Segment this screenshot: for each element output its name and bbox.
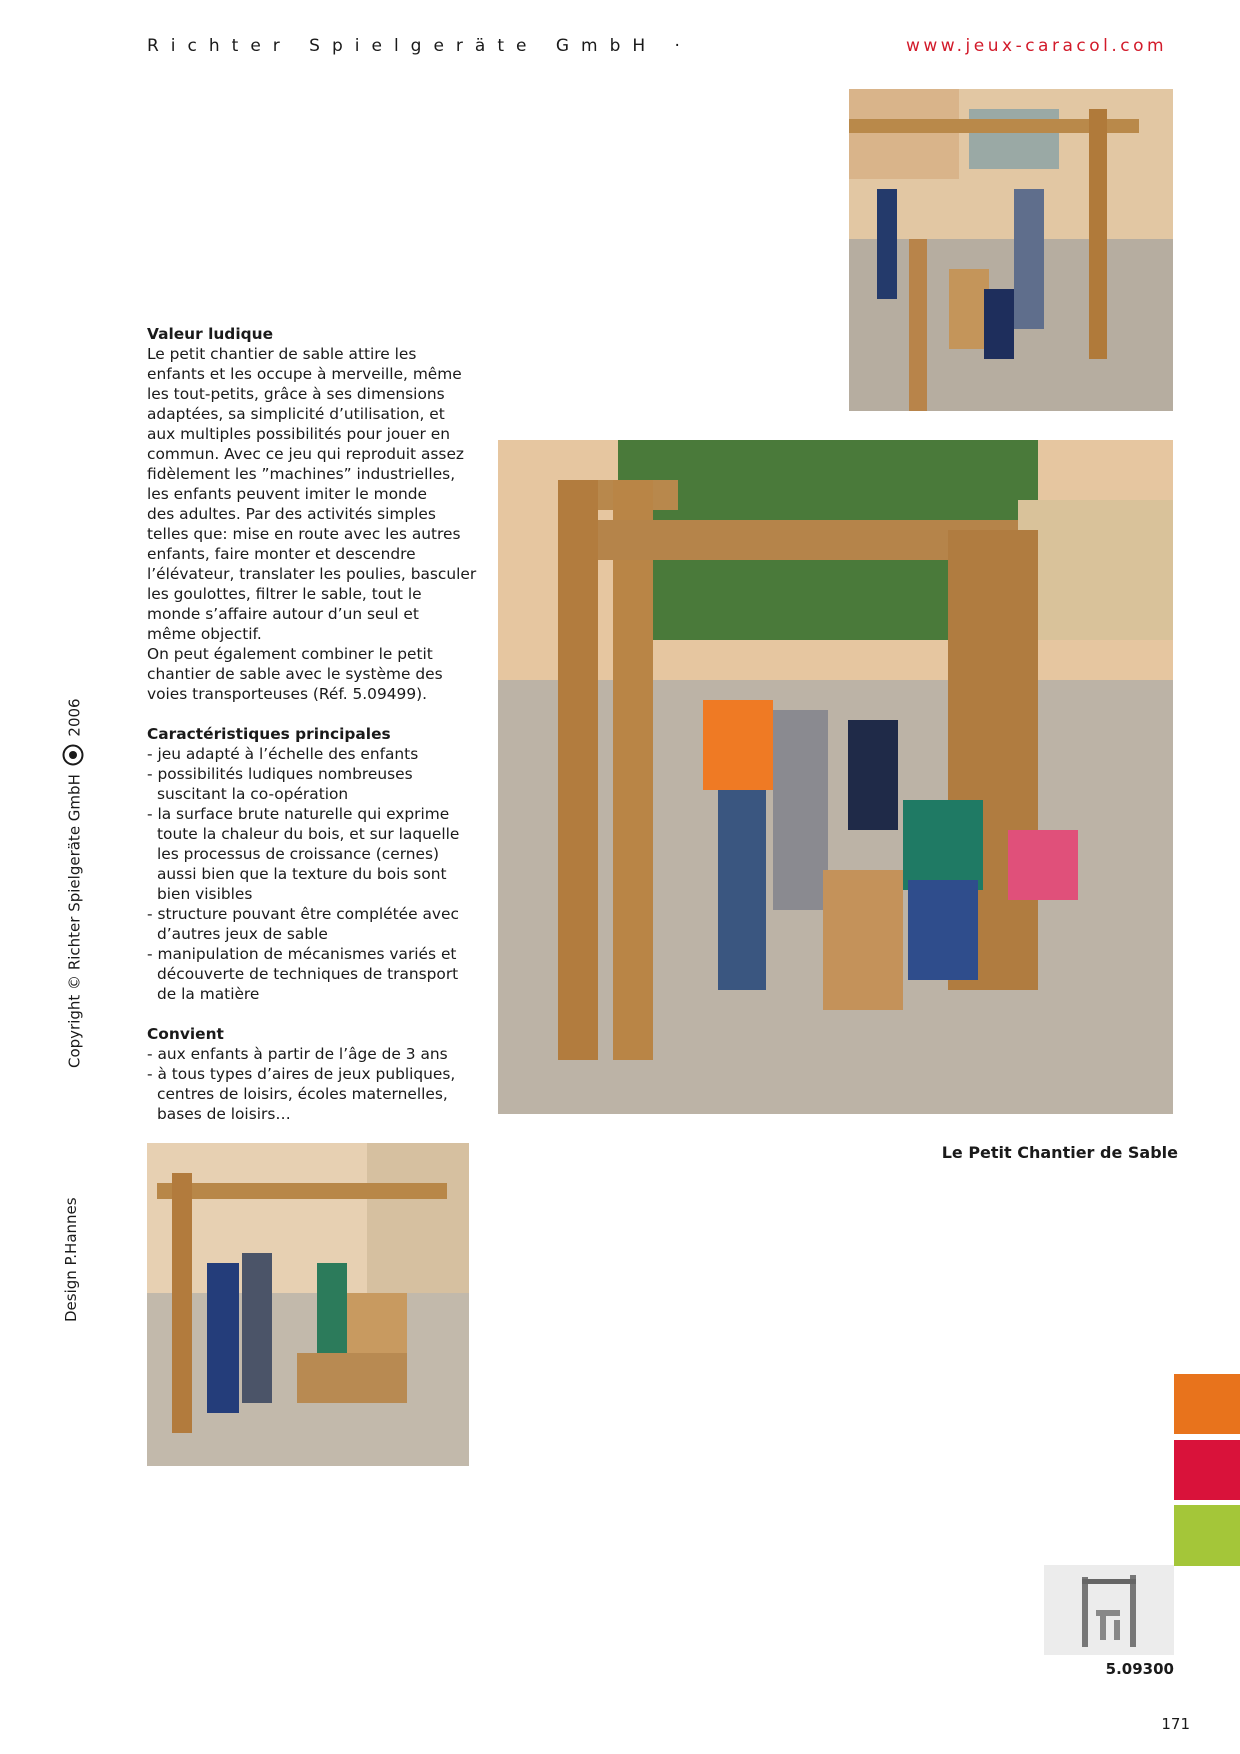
header-company: Richter Spielgeräte GmbH · bbox=[147, 36, 692, 56]
product-caption: Le Petit Chantier de Sable bbox=[941, 1143, 1178, 1162]
page-number: 171 bbox=[1161, 1715, 1190, 1733]
text-column bbox=[147, 324, 477, 1124]
design-credit-vertical: Design P.Hannes bbox=[62, 1197, 80, 1322]
color-tab-green bbox=[1174, 1505, 1240, 1566]
heading-valeur-ludique: Valeur ludique bbox=[147, 325, 274, 343]
photo-bottom-left bbox=[147, 1143, 469, 1466]
list-item: - jeu adapté à l’échelle des enfants bbox=[147, 744, 477, 764]
photo-top-right bbox=[849, 89, 1173, 411]
richter-logo-icon bbox=[62, 744, 88, 766]
list-item: - à tous types d’aires de jeux publiques, centres de loisirs, écoles maternelles, bases de loisirs… bbox=[147, 1064, 477, 1124]
caracteristiques-list bbox=[147, 744, 477, 1004]
color-tab-red bbox=[1174, 1440, 1240, 1500]
copyright-vertical: Copyright © Richter Spielgeräte GmbH 2006 bbox=[62, 698, 88, 1068]
list-item: - possibilités ludiques nombreuses suscitant la co-opération bbox=[147, 764, 477, 804]
product-reference: 5.09300 bbox=[1105, 1660, 1174, 1678]
photo-main bbox=[498, 440, 1173, 1114]
convient-list bbox=[147, 1044, 477, 1124]
list-item: - la surface brute naturelle qui exprime toute la chaleur du bois, et sur laquelle les processus de croissance (cernes) aussi bien que la texture du bois sont bien visibles bbox=[147, 804, 477, 904]
heading-convient: Convient bbox=[147, 1025, 224, 1043]
color-tab-orange bbox=[1174, 1374, 1240, 1434]
valeur-ludique-body: Le petit chantier de sable attire les enfants et les occupe à merveille, même les tout-petits, grâce à ses dimensions adaptées, sa simplicité d’utilisation, et aux multiples possibilités pour jouer en commun. Avec ce jeu qui reproduit assez fidèlement les ”machines” industrielles, les enfants peuvent imiter le monde des adultes. Par des activités simples telles que: mise en route avec les autres enfants, faire monter et descendre l’élévateur, translater les poulies, basculer les goulottes, filtrer le sable, tout le monde s’affaire autour d’un seul et même objectif. On peut également combiner le petit chantier de sable avec le système des voies transporteuses (Réf. 5.09499). bbox=[147, 345, 477, 703]
product-thumbnail bbox=[1044, 1565, 1174, 1655]
heading-caracteristiques: Caractéristiques principales bbox=[147, 725, 391, 743]
list-item: - structure pouvant être complétée avec d’autres jeux de sable bbox=[147, 904, 477, 944]
list-item: - manipulation de mécanismes variés et découverte de techniques de transport de la matière bbox=[147, 944, 477, 1004]
list-item: - aux enfants à partir de l’âge de 3 ans bbox=[147, 1044, 477, 1064]
header-url[interactable]: www.jeux-caracol.com bbox=[906, 36, 1168, 56]
